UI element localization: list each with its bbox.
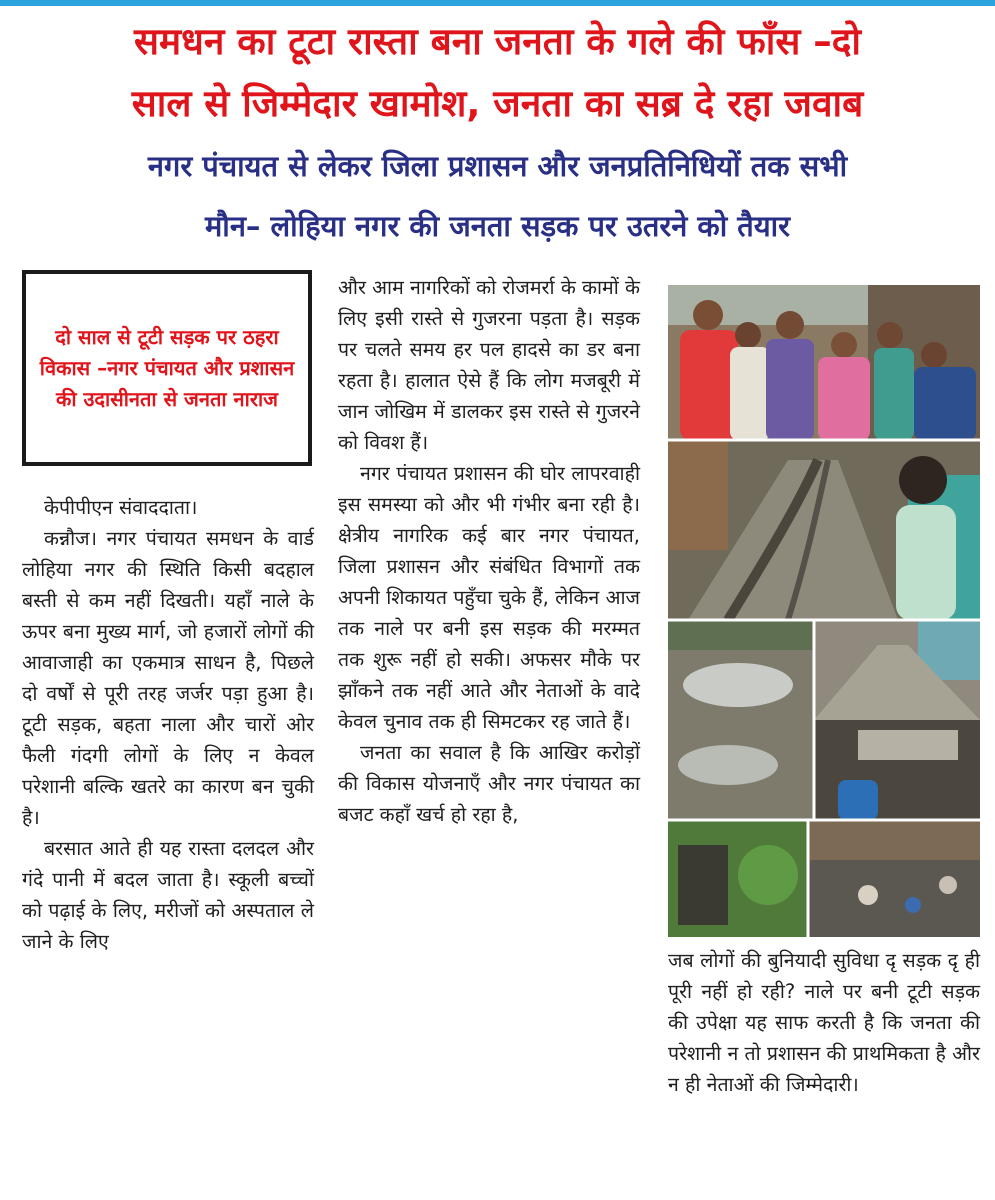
headline-line-2: साल से जिम्मेदार खामोश, जनता का सब्र दे रहा जवाब [131,82,864,125]
photo-street-drain [814,620,980,820]
paragraph: जनता का सवाल है कि आखिर करोड़ों की विकास योजनाएँ और नगर पंचायत का बजट कहाँ खर्च हो रहा है, [338,741,640,826]
paragraph: बरसात आते ही यह रास्ता दलदल और गंदे पानी में बदल जाता है। स्कूली बच्चों को पढ़ाई के लिए, मरीजों को अस्पताल ले जाने के लिए [22,837,314,953]
article-column-2 [338,272,640,830]
top-accent-bar [0,0,995,6]
highlight-box [22,270,312,466]
article-column-1 [22,492,314,957]
photo-drain-water [668,620,814,820]
byline: केपीपीएन संवाददाता। [44,496,198,519]
paragraph: और आम नागरिकों को रोजमर्रा के कामों के लिए इसी रास्ते से गुजरना पड़ता है। सड़क पर चलते समय हर पल हादसे का डर बना रहता है। हालात ऐसे हैं कि लोग मजबूरी में जान जोखिम में डालकर इस रास्ते से गुजरने को विवश हैं। [338,276,640,454]
photo-overgrown-drain [668,820,808,937]
paragraph: कन्नौज। नगर पंचायत समधन के वार्ड लोहिया नगर की स्थिति किसी बदहाल बस्ती से कम नहीं दिखती। यहाँ नाले के ऊपर बना मुख्य मार्ग, जो हजारों लोगों की आवाजाही का एकमात्र साधन है, पिछले दो वर्षों से पूरी तरह जर्जर पड़ा हुआ है। टूटी सड़क, बहता नाला और चारों ओर फैली गंदगी लोगों के लिए न केवल परेशानी बल्कि खतरे का कारण बन चुकी है। [22,527,314,829]
highlight-box-text: दो साल से टूटी सड़क पर ठहरा विकास –नगर पंचायत और प्रशासन की उदासीनता से जनता नाराज [39,324,295,411]
subheadline-line-2: मौन– लोहिया नगर की जनता सड़क पर उतरने को तैयार [204,209,791,243]
photo-garbage-drain [808,820,980,937]
photo-collage [668,285,980,937]
paragraph: जब लोगों की बुनियादी सुविधा दृ सड़क दृ ही पूरी नहीं हो रही? नाले पर बनी टूटी सड़क की उपेक्षा यह साफ करती है कि जनता की परेशानी न तो प्रशासन की प्राथमिकता है और न ही नेताओं की जिम्मेदारी। [668,949,980,1096]
paragraph: नगर पंचायत प्रशासन की घोर लापरवाही इस समस्या को और भी गंभीर बना रही है। क्षेत्रीय नागरिक कई बार नगर पंचायत, जिला प्रशासन और संबंधित विभागों तक अपनी शिकायत पहुँचा चुके हैं, लेकिन आज तक नाले पर बनी इस सड़क की मरम्मत तक शुरू नहीं हो सकी। अफसर मौके पर झाँकने तक नहीं आते और नेताओं के वादे केवल चुनाव तक ही सिमटकर रह जाते हैं। [338,462,640,733]
photo-residents-group [668,285,980,440]
article-column-3 [668,945,980,1100]
photo-broken-road [668,440,980,620]
subheadline-line-1: नगर पंचायत से लेकर जिला प्रशासन और जनप्रतिनिधियों तक सभी [147,149,848,183]
headline-line-1: समधन का टूटा रास्ता बना जनता के गले की फाँस –दो [134,20,861,63]
